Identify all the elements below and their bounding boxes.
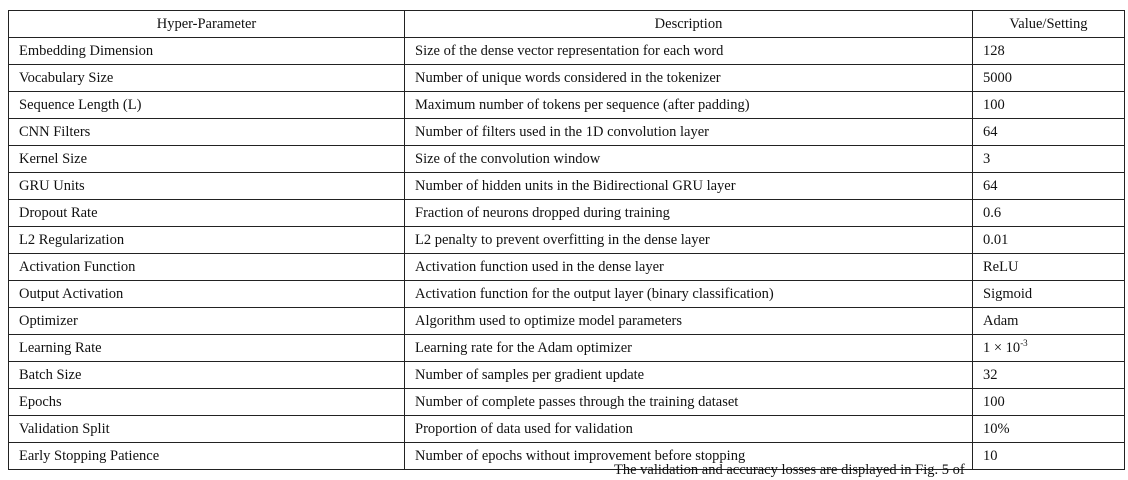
table-row [9,335,1125,362]
param-cell: Vocabulary Size [9,65,405,92]
description-cell: Number of complete passes through the training dataset [405,389,973,416]
param-cell: Kernel Size [9,146,405,173]
description-cell: Size of the dense vector representation for each word [405,38,973,65]
description-cell: Algorithm used to optimize model parameters [405,308,973,335]
table-header-row [9,11,1125,38]
table-row [9,281,1125,308]
table-row [9,146,1125,173]
description-cell: Proportion of data used for validation [405,416,973,443]
table-row [9,227,1125,254]
table-row [9,389,1125,416]
param-cell: CNN Filters [9,119,405,146]
param-cell: Sequence Length (L) [9,92,405,119]
learning-rate-exponent: -3 [1020,338,1028,348]
value-cell: 0.01 [973,227,1125,254]
value-cell: 32 [973,362,1125,389]
value-cell: ReLU [973,254,1125,281]
value-cell: 128 [973,38,1125,65]
value-cell: Sigmoid [973,281,1125,308]
param-cell: Optimizer [9,308,405,335]
param-cell: Output Activation [9,281,405,308]
param-cell: L2 Regularization [9,227,405,254]
param-cell: Early Stopping Patience [9,443,405,470]
table-row [9,173,1125,200]
column-header-value-setting: Value/Setting [973,11,1125,38]
param-cell: Batch Size [9,362,405,389]
value-cell: 10 [973,443,1125,470]
param-cell: Embedding Dimension [9,38,405,65]
description-cell: Number of samples per gradient update [405,362,973,389]
param-cell: Validation Split [9,416,405,443]
table-row [9,416,1125,443]
param-cell: Activation Function [9,254,405,281]
value-cell: Adam [973,308,1125,335]
description-cell: Activation function used in the dense layer [405,254,973,281]
param-cell: Dropout Rate [9,200,405,227]
hyperparameter-table [8,10,1125,470]
table-row [9,362,1125,389]
value-cell: 100 [973,92,1125,119]
description-cell: Maximum number of tokens per sequence (after padding) [405,92,973,119]
param-cell: GRU Units [9,173,405,200]
description-cell: Fraction of neurons dropped during training [405,200,973,227]
value-cell: 3 [973,146,1125,173]
description-cell: Number of filters used in the 1D convolution layer [405,119,973,146]
description-cell: Number of hidden units in the Bidirectional GRU layer [405,173,973,200]
value-cell: 100 [973,389,1125,416]
description-cell: Number of unique words considered in the tokenizer [405,65,973,92]
description-cell: Number of epochs without improvement before stopping [405,443,973,470]
value-cell: 64 [973,119,1125,146]
description-cell: Size of the convolution window [405,146,973,173]
table-row [9,308,1125,335]
table-row [9,65,1125,92]
column-header-description: Description [405,11,973,38]
value-cell [973,335,1125,362]
param-cell: Epochs [9,389,405,416]
value-cell: 10% [973,416,1125,443]
description-cell: L2 penalty to prevent overfitting in the dense layer [405,227,973,254]
value-cell: 64 [973,173,1125,200]
description-cell: Learning rate for the Adam optimizer [405,335,973,362]
value-cell: 0.6 [973,200,1125,227]
description-cell: Activation function for the output layer (binary classification) [405,281,973,308]
table-row [9,254,1125,281]
table-row [9,38,1125,65]
table-row [9,200,1125,227]
learning-rate-base: 1 × 10 [983,340,1021,356]
body-text-line: The validation and accuracy losses are displayed in Fig. 5 of [614,462,965,478]
value-cell: 5000 [973,65,1125,92]
table-row [9,92,1125,119]
param-cell: Learning Rate [9,335,405,362]
table-row [9,119,1125,146]
column-header-hyper-parameter: Hyper-Parameter [9,11,405,38]
